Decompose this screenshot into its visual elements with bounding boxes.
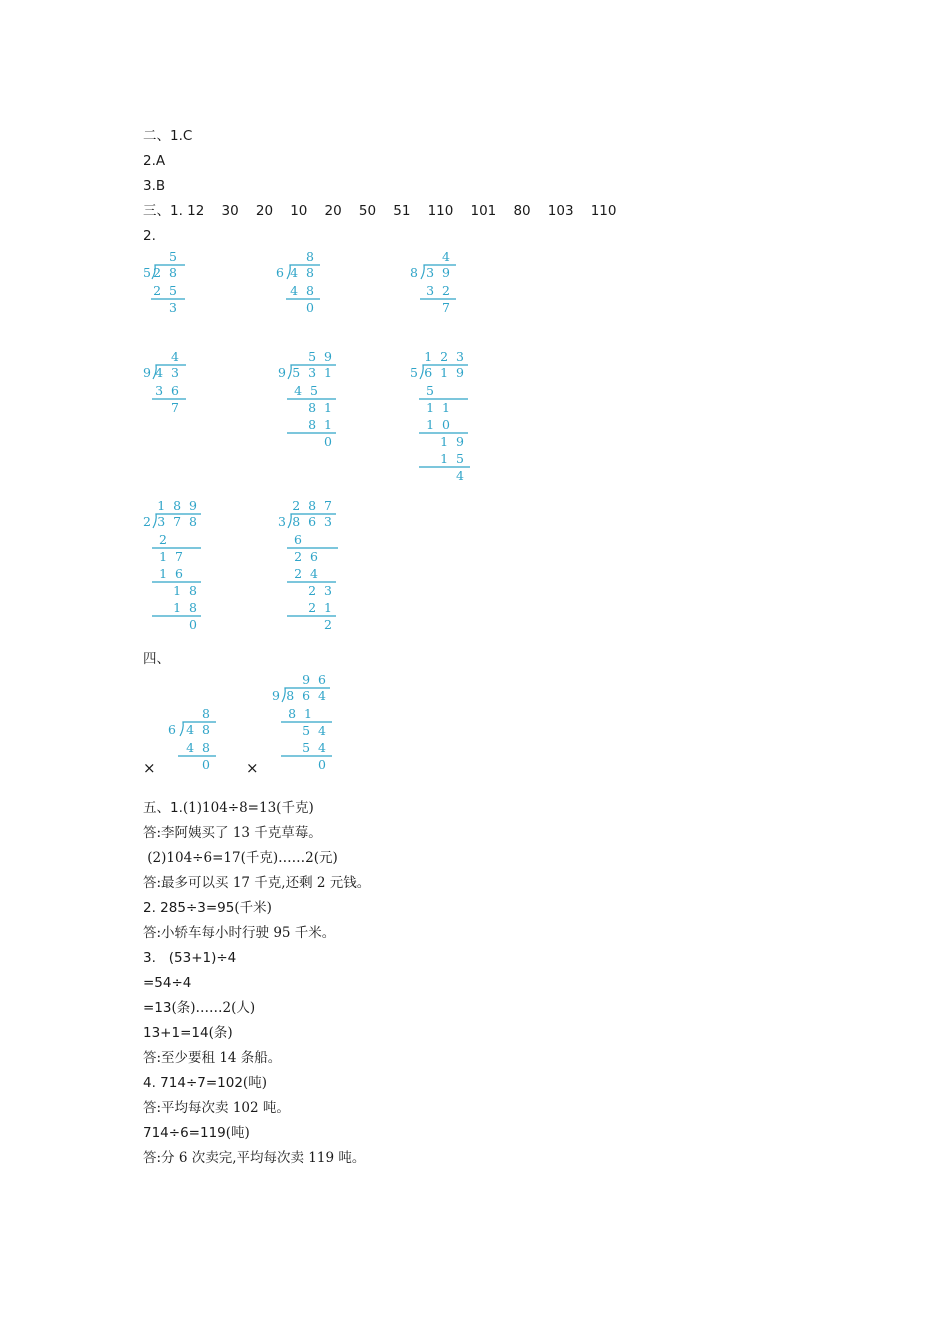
quotient: 9 6 [302, 672, 328, 687]
answer-5-1-2 [143, 849, 338, 867]
step: 1 8 [173, 583, 199, 598]
long-division-1 [143, 250, 193, 320]
quotient: 2 8 7 [292, 498, 334, 513]
answer-3-1: 三、1. 12 30 20 10 20 50 51 110 101 80 103 110 [143, 203, 617, 219]
division-bracket [278, 350, 342, 454]
remainder: 0 [189, 617, 199, 632]
remainder: 2 [324, 617, 334, 632]
division-bracket [143, 250, 193, 320]
long-division-4-2 [272, 673, 336, 777]
unit: (条)……2(人) [171, 1000, 256, 1016]
step: 5 4 [302, 740, 328, 755]
division-bracket [410, 350, 474, 488]
answer-5-3: 3. (53+1)÷4 [143, 950, 237, 966]
step: 2 4 [294, 566, 320, 581]
wrong-mark: × [246, 759, 259, 777]
dividend: 3 9 [426, 265, 452, 280]
divisor: 5 [410, 365, 420, 380]
answer-5-1-2-sentence: 答:最多可以买 17 千克,还剩 2 元钱。 [143, 875, 371, 891]
answer-3-2-label: 2. [143, 228, 156, 244]
answer-5-2 [143, 899, 272, 917]
step: 1 5 [440, 451, 466, 466]
answer-5-2-sentence: 答:小轿车每小时行驶 95 千米。 [143, 925, 336, 941]
step: 8 1 [308, 400, 334, 415]
section-4-title: 四、 [143, 651, 170, 667]
remainder: 4 [456, 468, 466, 483]
unit: (吨) [225, 1125, 250, 1141]
step: 3 2 [426, 283, 452, 298]
quotient: 4 [442, 249, 452, 264]
text: 13+1=14 [143, 1025, 209, 1041]
dividend: 4 3 [155, 365, 181, 380]
step: 3 6 [155, 383, 181, 398]
long-division-4 [143, 350, 193, 420]
quotient: 5 [169, 249, 179, 264]
dividend: 3 7 8 [157, 514, 199, 529]
text: =13 [143, 1000, 172, 1016]
text: 2. 285÷3=95 [143, 900, 235, 916]
divisor: 3 [278, 514, 288, 529]
division-bracket [278, 499, 342, 637]
label: 五、1. [143, 800, 183, 816]
dividend: 6 1 9 [424, 365, 466, 380]
step: 2 1 [308, 600, 334, 615]
remainder: 7 [171, 400, 181, 415]
unit: (千克) [276, 800, 314, 816]
remainder: 0 [202, 757, 212, 772]
long-division-5 [278, 350, 342, 454]
answer-2-1: 二、1.C [143, 128, 193, 144]
unit: (千米) [234, 900, 272, 916]
step: 4 8 [290, 283, 316, 298]
answer-5-3-step: =54÷4 [143, 975, 192, 991]
division-bracket [168, 707, 224, 777]
step: 4 5 [294, 383, 320, 398]
divisor: 8 [410, 265, 420, 280]
divisor: 6 [276, 265, 286, 280]
quotient: 5 9 [308, 349, 334, 364]
divisor: 6 [168, 722, 178, 737]
remainder: 3 [169, 300, 179, 315]
step: 2 3 [308, 583, 334, 598]
step: 6 [294, 532, 304, 547]
divisor: 5 [143, 265, 153, 280]
text: 714÷6=119 [143, 1125, 226, 1141]
long-division-3 [410, 250, 460, 320]
unit: (千克)……2(元) [240, 850, 338, 866]
step: 4 8 [186, 740, 212, 755]
step: 2 6 [294, 549, 320, 564]
step: 1 6 [159, 566, 185, 581]
quotient: 1 8 9 [157, 498, 199, 513]
answer-5-4 [143, 1074, 267, 1092]
answer-5-4-sentence: 答:分 6 次卖完,平均每次卖 119 吨。 [143, 1150, 366, 1166]
answer-2-2: 2.A [143, 153, 166, 169]
dividend: 5 3 1 [292, 365, 334, 380]
division-bracket [276, 250, 326, 320]
wrong-mark: × [143, 759, 156, 777]
answer-5-1 [143, 799, 314, 817]
long-division-6 [410, 350, 474, 488]
answer-5-3-sentence: 答:至少要租 14 条船。 [143, 1050, 282, 1066]
answer-5-3-step [143, 999, 255, 1017]
divisor: 9 [272, 688, 282, 703]
step: 2 5 [153, 283, 179, 298]
long-division-7 [143, 499, 207, 637]
text: 4. 714÷7=102 [143, 1075, 243, 1091]
answer-5-4-step [143, 1124, 250, 1142]
unit: (条) [208, 1025, 233, 1041]
step: 2 [159, 532, 169, 547]
step: 1 1 [426, 400, 452, 415]
step: 8 1 [288, 706, 314, 721]
dividend: 2 8 [153, 265, 179, 280]
step: 1 7 [159, 549, 185, 564]
remainder: 0 [318, 757, 328, 772]
dividend: 4 8 [186, 722, 212, 737]
text: (2)104÷6=17 [143, 850, 241, 866]
divisor: 9 [278, 365, 288, 380]
quotient: 8 [202, 706, 212, 721]
step: 1 9 [440, 434, 466, 449]
step: 5 [426, 383, 436, 398]
answer-2-3: 3.B [143, 178, 166, 194]
long-division-4-1 [168, 707, 224, 777]
long-division-8 [278, 499, 342, 637]
remainder: 7 [442, 300, 452, 315]
division-bracket [143, 350, 193, 420]
answer-5-4-sentence: 答:平均每次卖 102 吨。 [143, 1100, 290, 1116]
dividend: 4 8 [290, 265, 316, 280]
division-bracket [143, 499, 207, 637]
division-bracket [410, 250, 460, 320]
step: 1 0 [426, 417, 452, 432]
quotient: 1 2 3 [424, 349, 466, 364]
quotient: 8 [306, 249, 316, 264]
long-division-2 [276, 250, 326, 320]
division-bracket [272, 673, 336, 777]
remainder: 0 [306, 300, 316, 315]
answer-5-1-sentence: 答:李阿姨买了 13 千克草莓。 [143, 825, 322, 841]
quotient: 4 [171, 349, 181, 364]
answer-5-3-step [143, 1024, 233, 1042]
step: 5 4 [302, 723, 328, 738]
text: (1)104÷8=13 [182, 800, 277, 816]
dividend: 8 6 3 [292, 514, 334, 529]
remainder: 0 [324, 434, 334, 449]
unit: (吨) [242, 1075, 267, 1091]
dividend: 8 6 4 [286, 688, 328, 703]
step: 1 8 [173, 600, 199, 615]
divisor: 2 [143, 514, 153, 529]
divisor: 9 [143, 365, 153, 380]
step: 8 1 [308, 417, 334, 432]
